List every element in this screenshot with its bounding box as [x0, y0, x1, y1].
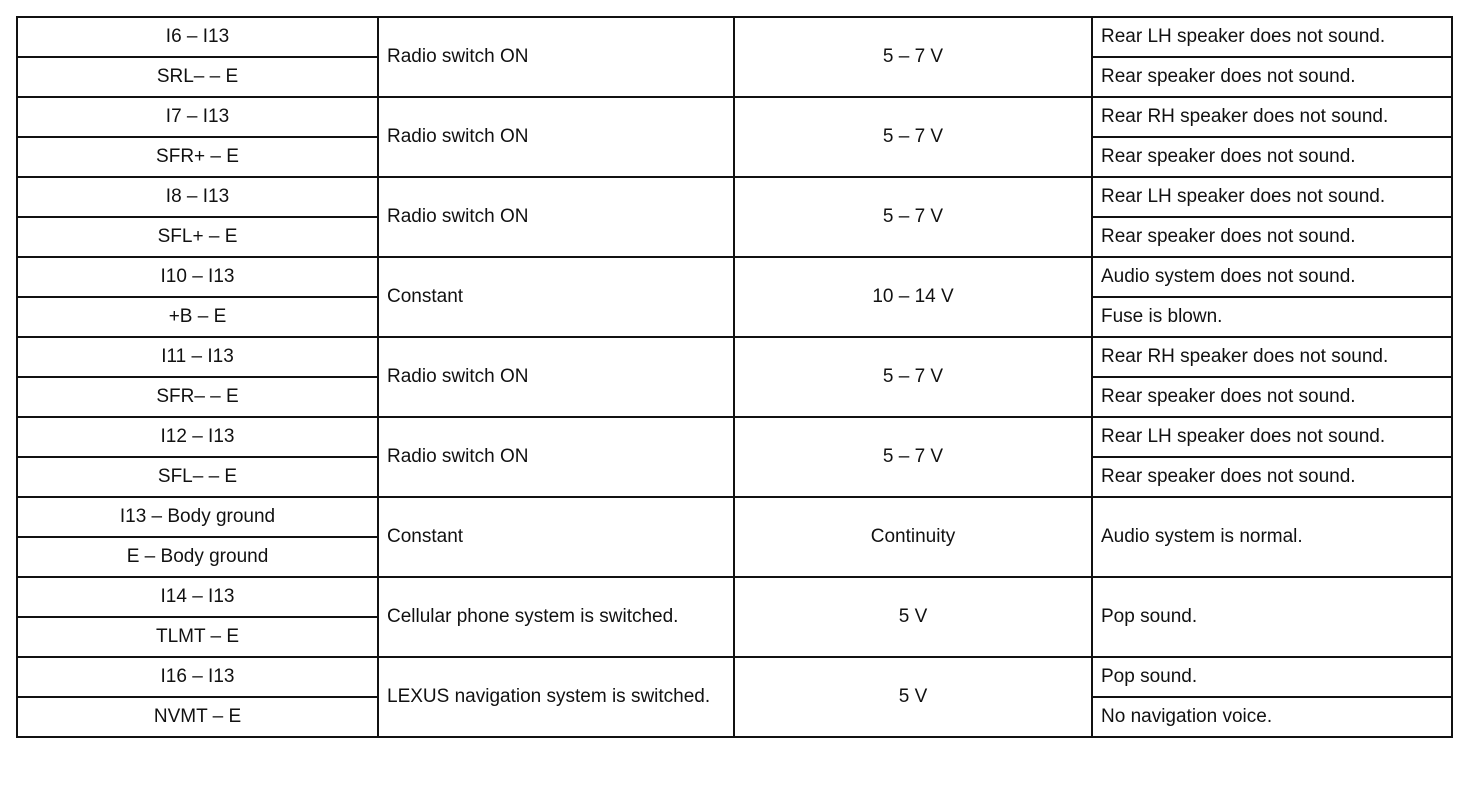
terminal-cell: I14 – I13: [17, 577, 378, 617]
standard-cell: 5 – 7 V: [734, 417, 1092, 497]
result-cell: Fuse is blown.: [1092, 297, 1452, 337]
terminal-cell: I7 – I13: [17, 97, 378, 137]
result-cell: Rear speaker does not sound.: [1092, 217, 1452, 257]
terminal-cell: SRL– – E: [17, 57, 378, 97]
terminal-voltage-table: [16, 16, 1453, 738]
result-cell: Rear speaker does not sound.: [1092, 377, 1452, 417]
standard-cell: Continuity: [734, 497, 1092, 577]
result-cell: Rear speaker does not sound.: [1092, 137, 1452, 177]
condition-cell: Radio switch ON: [378, 337, 734, 417]
terminal-cell: I6 – I13: [17, 17, 378, 57]
table-row: [17, 657, 1452, 697]
table-row: [17, 257, 1452, 297]
terminal-cell: SFL– – E: [17, 457, 378, 497]
standard-cell: 5 – 7 V: [734, 337, 1092, 417]
condition-cell: Constant: [378, 497, 734, 577]
table-row: [17, 497, 1452, 537]
terminal-cell: SFR+ – E: [17, 137, 378, 177]
table-row: [17, 337, 1452, 377]
standard-cell: 5 V: [734, 657, 1092, 737]
condition-cell: Radio switch ON: [378, 97, 734, 177]
result-cell: Pop sound.: [1092, 657, 1452, 697]
terminal-cell: +B – E: [17, 297, 378, 337]
result-cell: No navigation voice.: [1092, 697, 1452, 737]
condition-cell: Radio switch ON: [378, 177, 734, 257]
result-cell: Rear LH speaker does not sound.: [1092, 177, 1452, 217]
terminal-cell: I10 – I13: [17, 257, 378, 297]
terminal-cell: I8 – I13: [17, 177, 378, 217]
result-cell: Rear LH speaker does not sound.: [1092, 17, 1452, 57]
result-cell: Rear RH speaker does not sound.: [1092, 97, 1452, 137]
table-row: [17, 577, 1452, 617]
table-row: [17, 417, 1452, 457]
standard-cell: 10 – 14 V: [734, 257, 1092, 337]
result-cell: Audio system is normal.: [1092, 497, 1452, 577]
table-row: [17, 97, 1452, 137]
table-row: [17, 17, 1452, 57]
condition-cell: LEXUS navigation system is switched.: [378, 657, 734, 737]
spec-table-container: [16, 16, 1453, 738]
terminal-cell: I12 – I13: [17, 417, 378, 457]
result-cell: Audio system does not sound.: [1092, 257, 1452, 297]
standard-cell: 5 – 7 V: [734, 97, 1092, 177]
terminal-cell: I16 – I13: [17, 657, 378, 697]
terminal-cell: SFR– – E: [17, 377, 378, 417]
terminal-cell: SFL+ – E: [17, 217, 378, 257]
terminal-cell: I13 – Body ground: [17, 497, 378, 537]
standard-cell: 5 V: [734, 577, 1092, 657]
result-cell: Rear speaker does not sound.: [1092, 457, 1452, 497]
condition-cell: Radio switch ON: [378, 17, 734, 97]
table-row: [17, 177, 1452, 217]
condition-cell: Radio switch ON: [378, 417, 734, 497]
standard-cell: 5 – 7 V: [734, 17, 1092, 97]
result-cell: Pop sound.: [1092, 577, 1452, 657]
terminal-cell: E – Body ground: [17, 537, 378, 577]
condition-cell: Cellular phone system is switched.: [378, 577, 734, 657]
result-cell: Rear RH speaker does not sound.: [1092, 337, 1452, 377]
standard-cell: 5 – 7 V: [734, 177, 1092, 257]
result-cell: Rear speaker does not sound.: [1092, 57, 1452, 97]
terminal-cell: TLMT – E: [17, 617, 378, 657]
terminal-cell: NVMT – E: [17, 697, 378, 737]
terminal-cell: I11 – I13: [17, 337, 378, 377]
result-cell: Rear LH speaker does not sound.: [1092, 417, 1452, 457]
condition-cell: Constant: [378, 257, 734, 337]
